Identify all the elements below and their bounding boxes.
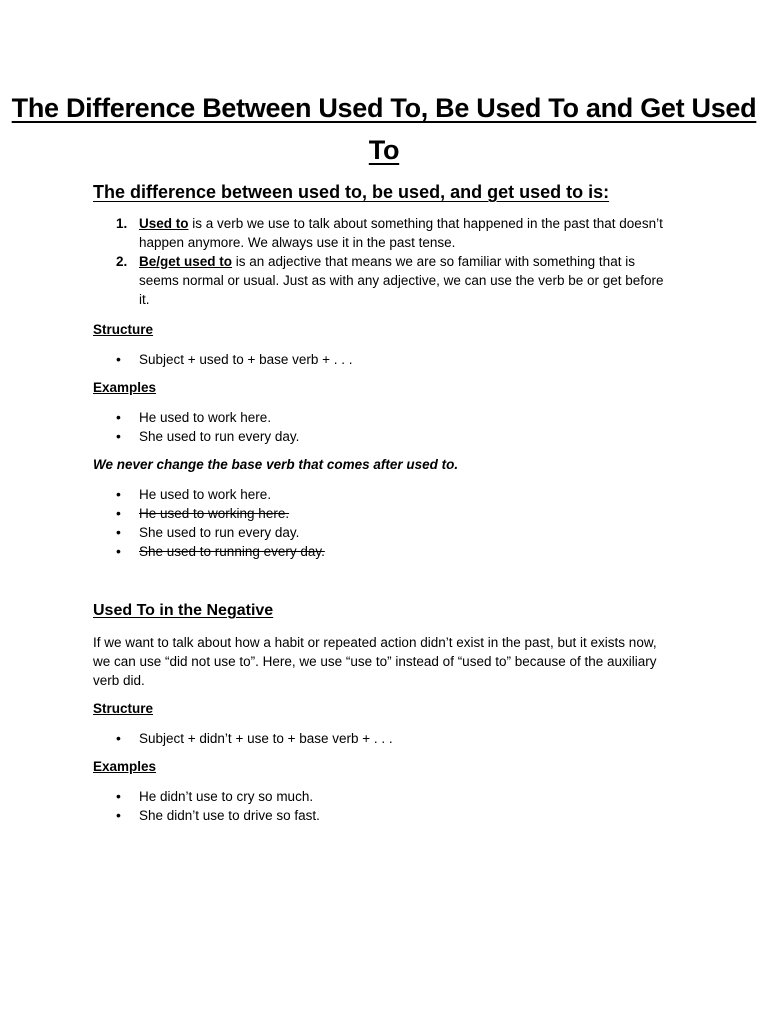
negative-section-heading: Used To in the Negative xyxy=(93,602,274,619)
definitions-block xyxy=(93,214,675,309)
list-item: • He didn’t use to cry so much. xyxy=(93,787,675,806)
list-item: • She used to run every day. xyxy=(93,427,675,446)
list-item: • Subject + used to + base verb + . . . xyxy=(93,350,675,369)
definition-item xyxy=(93,252,675,309)
definition-text: is an adjective that means we are so familiar with something that is seems normal or usual. Just as with any adjective, we can use the verb be or get before it. xyxy=(139,254,664,307)
document-title-text: The Difference Between Used To, Be Used To and Get Used To xyxy=(11,93,757,165)
definition-number: 1. xyxy=(116,216,128,231)
comparison-list xyxy=(93,485,675,561)
usage-note: We never change the base verb that comes after used to. xyxy=(93,457,459,472)
list-item: • She used to run every day. xyxy=(93,523,675,542)
list-item-incorrect: • She used to running every day. xyxy=(93,542,675,561)
list-item: • He used to work here. xyxy=(93,485,675,504)
structure-heading: Structure xyxy=(93,701,154,716)
structure-list xyxy=(93,729,675,748)
examples-list xyxy=(93,408,675,446)
examples-list xyxy=(93,787,675,825)
structure-list xyxy=(93,350,675,369)
definition-text: is a verb we use to talk about something that happened in the past that doesn’t happen anymore. We always use it in the past tense. xyxy=(139,216,663,250)
definition-number: 2. xyxy=(116,254,128,269)
definition-item xyxy=(93,214,675,252)
list-item-incorrect: • He used to working here. xyxy=(93,504,675,523)
definition-term: Be/get used to xyxy=(139,254,233,269)
examples-heading: Examples xyxy=(93,380,157,395)
structure-heading: Structure xyxy=(93,322,154,337)
definitions-list xyxy=(93,214,675,309)
list-item: • Subject + didn’t + use to + base verb + . . . xyxy=(93,729,675,748)
definition-term: Used to xyxy=(139,216,189,231)
negative-paragraph: If we want to talk about how a habit or repeated action didn’t exist in the past, but it exists now, we can use “did not use to”. Here, we use “use to” instead of “used to” because of the auxiliary verb did. xyxy=(93,635,657,688)
list-item: • He used to work here. xyxy=(93,408,675,427)
document-title xyxy=(0,87,768,171)
list-item: • She didn’t use to drive so fast. xyxy=(93,806,675,825)
section-subtitle: The difference between used to, be used, and get used to is: xyxy=(93,182,610,202)
examples-heading: Examples xyxy=(93,759,157,774)
